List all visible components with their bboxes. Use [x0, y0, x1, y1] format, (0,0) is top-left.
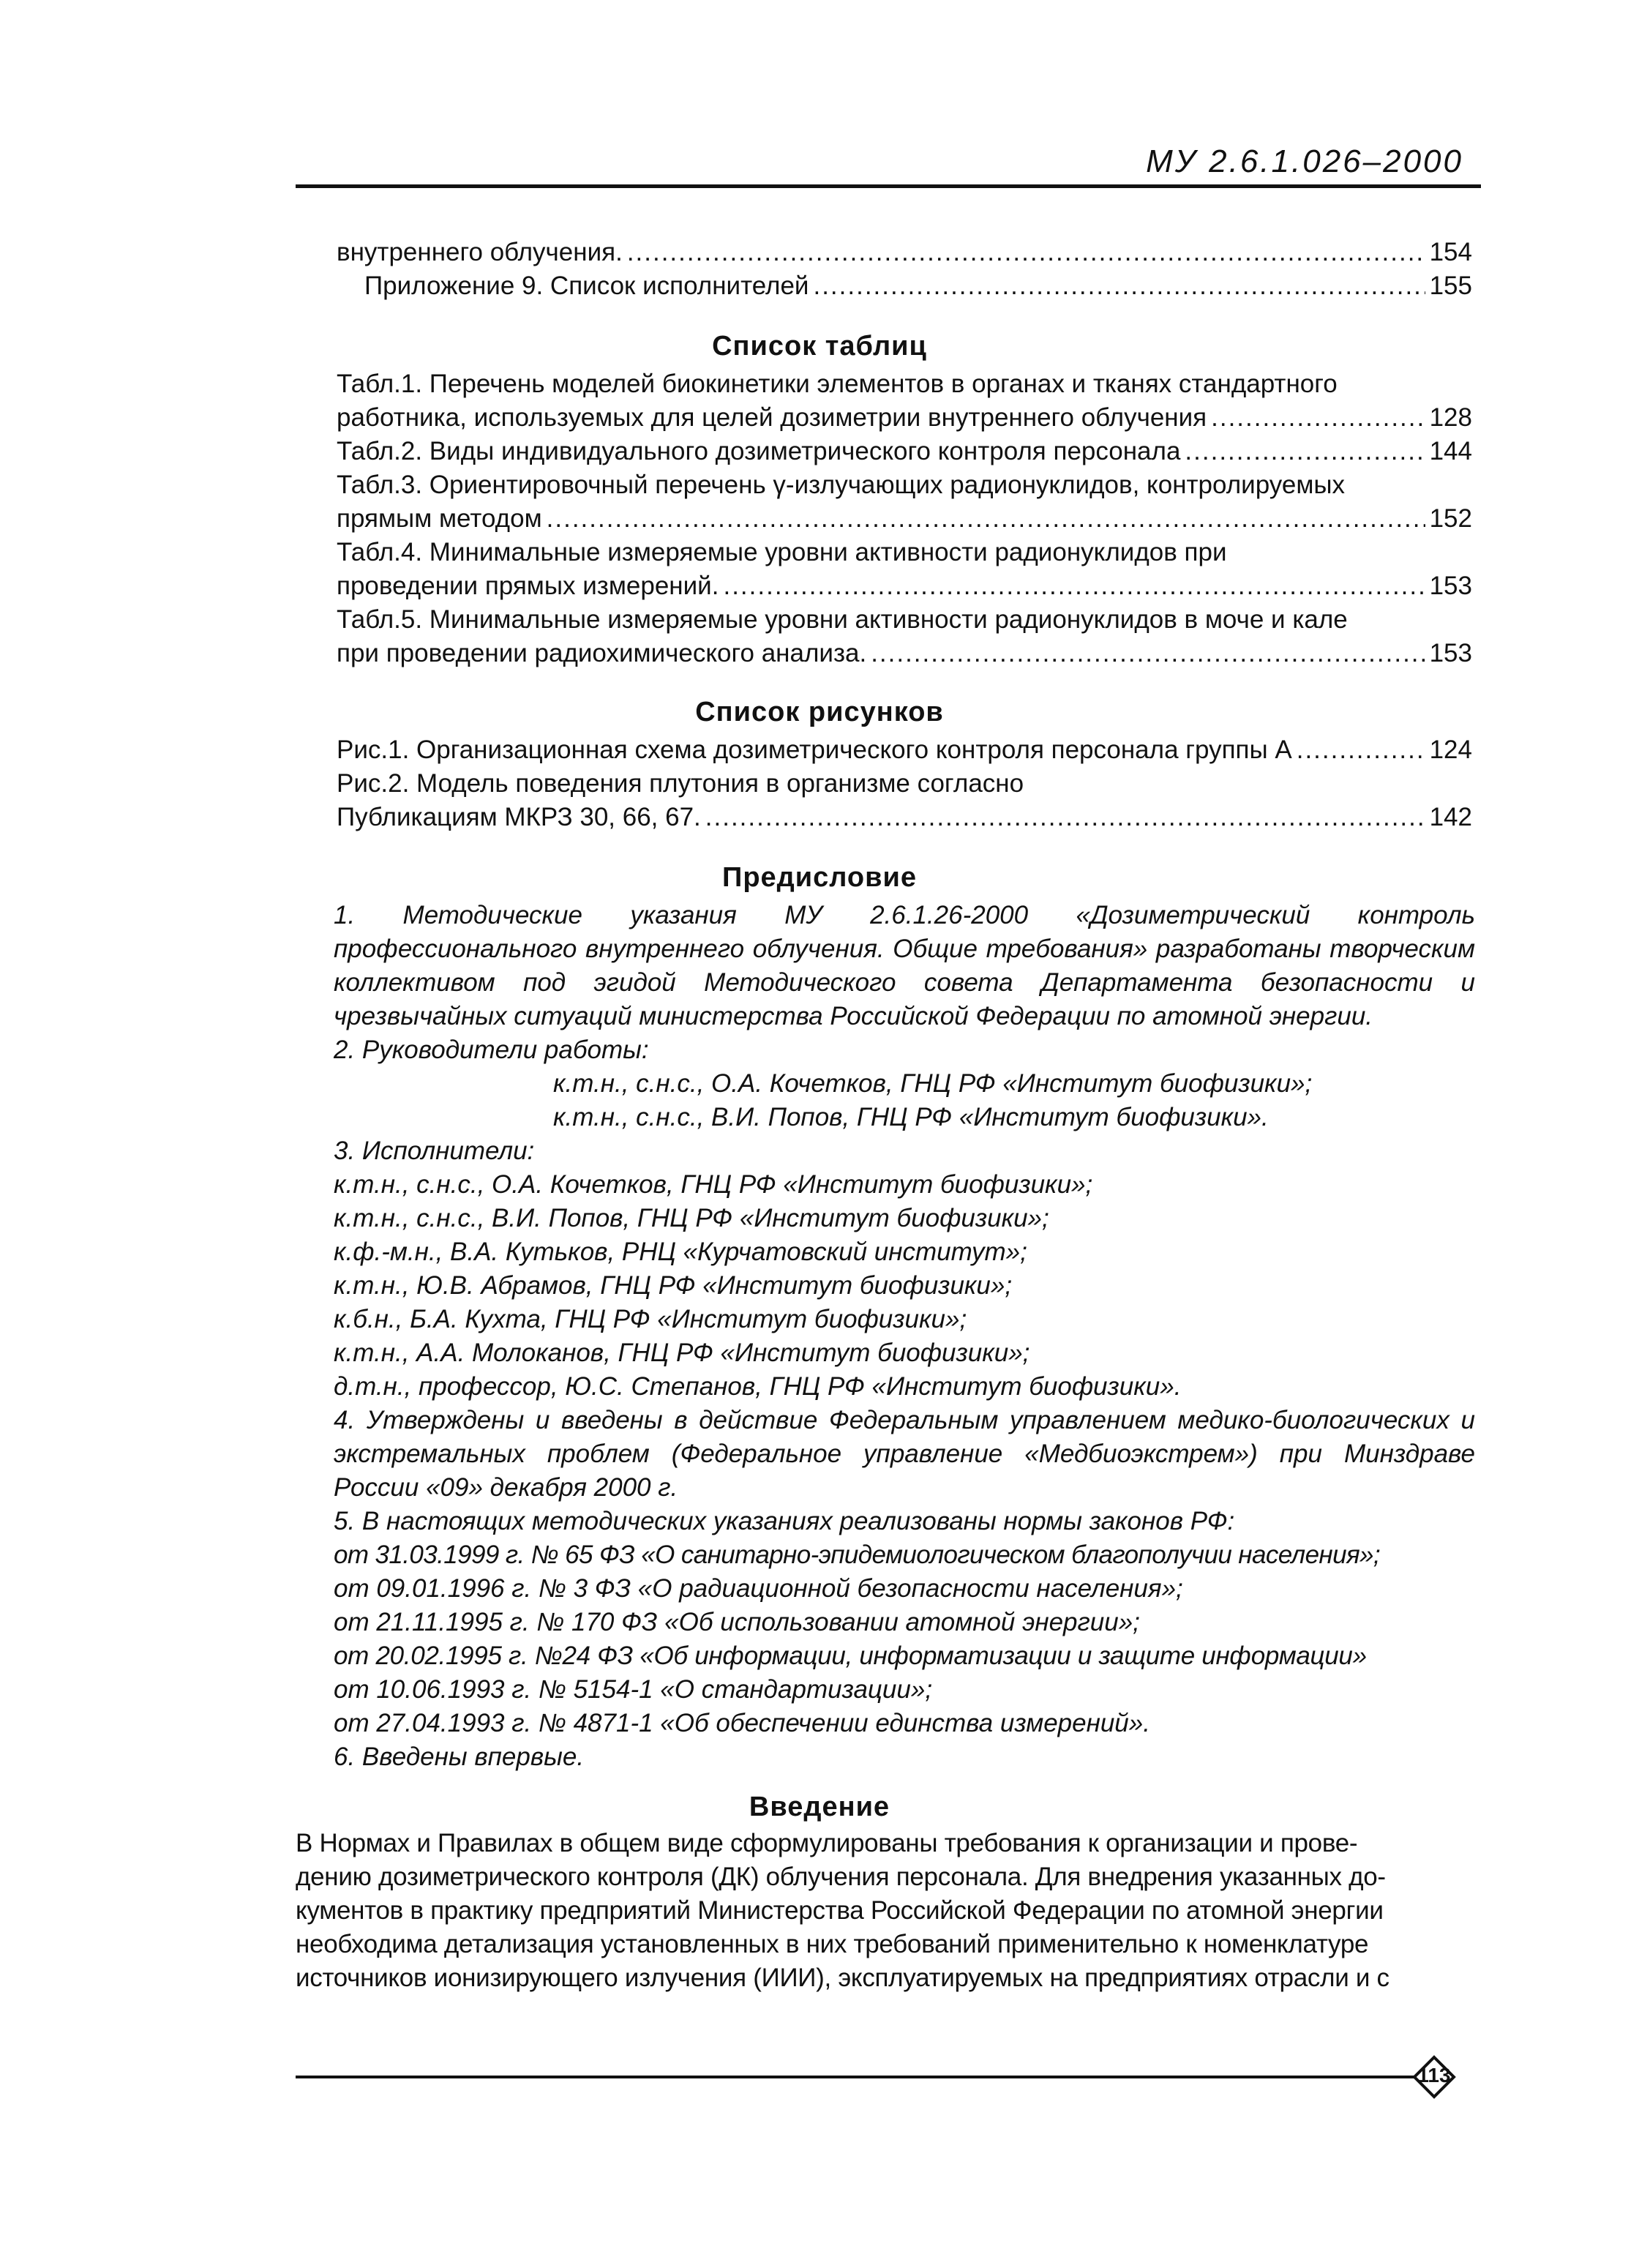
- toc-entry: прямым методом ..... 152: [337, 502, 1472, 536]
- preface-paragraph-1: 1. Методические указания МУ 2.6.1.26-2000 «Дозиметрический контроль профессионального внутреннего облучения. Общие требования» разработаны творческим коллективом под эгидой Методического совета Департамента безопасности и чрезвычайных ситуаций министерства Российской Федерации по атомной энергии.: [334, 901, 1475, 1030]
- preface-paragraph-4: 4. Утверждены и введены в действие Федеральным управлением медико-биологических и экстремальных проблем (Федеральное управление «Медбиоэкстрем») при Минздраве России «09» декабря 2000 г.: [334, 1406, 1475, 1502]
- law-line: от 20.02.1995 г. №24 ФЗ «Об информации, информатизации и защите информации»: [334, 1642, 1367, 1670]
- leader-line: к.т.н., с.н.с., В.И. Попов, ГНЦ РФ «Институт биофизики».: [553, 1103, 1269, 1131]
- introduction-line: В Нормах и Правилах в общем виде сформулированы требования к организации и прове-: [296, 1829, 1358, 1857]
- toc-entry: внутреннего облучения. ..... 154: [337, 236, 1472, 269]
- introduction-line: дению дозиметрического контроля (ДК) облучения персонала. Для внедрения указанных до-: [296, 1863, 1386, 1891]
- tables-list: [337, 367, 1472, 670]
- introduction-title: Введение: [749, 1792, 890, 1822]
- preface-title: Предисловие: [722, 862, 917, 893]
- executor-line: к.т.н., Ю.В. Абрамов, ГНЦ РФ «Институт биофизики»;: [334, 1271, 1013, 1300]
- footer-rule: [296, 2076, 1422, 2078]
- toc-line: Табл.1. Перечень моделей биокинетики элементов в органах и тканях стандартного: [337, 370, 1338, 398]
- toc-entry: Публикациям МКРЗ 30, 66, 67. ..... 142: [337, 801, 1472, 834]
- page-number: 113: [1417, 2064, 1451, 2087]
- page-number-badge: [1412, 2055, 1456, 2099]
- law-line: от 21.11.1995 г. № 170 ФЗ «Об использовании атомной энергии»;: [334, 1608, 1140, 1636]
- tables-list-title: Список таблиц: [712, 331, 927, 362]
- figures-list-title: Список рисунков: [695, 697, 944, 727]
- toc-line: Табл.5. Минимальные измеряемые уровни активности радионуклидов в моче и кале: [337, 605, 1348, 634]
- toc-entry: работника, используемых для целей дозиметрии внутреннего облучения ..... 128: [337, 401, 1472, 435]
- preface-paragraph-2-head: 2. Руководители работы:: [334, 1036, 649, 1064]
- header-rule: [296, 184, 1481, 188]
- law-line: от 31.03.1999 г. № 65 ФЗ «О санитарно-эпидемиологическом благополучии населения»;: [334, 1541, 1381, 1569]
- toc-entry: Табл.2. Виды индивидуального дозиметрического контроля персонала ..... 144: [337, 435, 1472, 468]
- toc-line: Табл.4. Минимальные измеряемые уровни активности радионуклидов при: [337, 538, 1227, 566]
- toc-entry: Рис.1. Организационная схема дозиметрического контроля персонала группы А ..... 124: [337, 733, 1472, 767]
- toc-entry: проведении прямых измерений. ..... 153: [337, 569, 1472, 603]
- introduction-line: источников ионизирующего излучения (ИИИ), эксплуатируемых на предприятиях отрасли и с: [296, 1964, 1389, 1992]
- law-line: от 10.06.1993 г. № 5154-1 «О стандартизации»;: [334, 1675, 933, 1704]
- executor-line: к.т.н., А.А. Молоканов, ГНЦ РФ «Институт биофизики»;: [334, 1339, 1030, 1367]
- executor-line: к.т.н., с.н.с., В.И. Попов, ГНЦ РФ «Институт биофизики»;: [334, 1204, 1049, 1232]
- introduction-line: кументов в практику предприятий Министерства Российской Федерации по атомной энергии: [296, 1896, 1384, 1925]
- introduction-body: [296, 1827, 1481, 1995]
- introduction-line: необходима детализация установленных в них требований применительно к номенклатуре: [296, 1930, 1369, 1958]
- figures-list: [337, 733, 1472, 834]
- executor-line: к.б.н., Б.А. Кухта, ГНЦ РФ «Институт биофизики»;: [334, 1305, 967, 1333]
- toc-continuation: [337, 236, 1472, 303]
- preface-paragraph-6: 6. Введены впервые.: [334, 1743, 585, 1771]
- executor-line: к.т.н., с.н.с., О.А. Кочетков, ГНЦ РФ «Институт биофизики»;: [334, 1170, 1093, 1199]
- toc-entry: при проведении радиохимического анализа. ..... 153: [337, 637, 1472, 670]
- preface-paragraph-5-head: 5. В настоящих методических указаниях реализованы нормы законов РФ:: [334, 1507, 1235, 1535]
- preface-body: [334, 899, 1475, 1774]
- law-line: от 27.04.1993 г. № 4871-1 «Об обеспечении единства измерений».: [334, 1709, 1150, 1737]
- toc-line: Табл.3. Ориентировочный перечень γ-излучающих радионуклидов, контролируемых: [337, 471, 1346, 499]
- toc-entry: Приложение 9. Список исполнителей ..... 155: [337, 269, 1472, 303]
- preface-paragraph-3-head: 3. Исполнители:: [334, 1137, 535, 1165]
- law-line: от 09.01.1996 г. № 3 ФЗ «О радиационной безопасности населения»;: [334, 1574, 1183, 1603]
- executor-line: д.т.н., профессор, Ю.С. Степанов, ГНЦ РФ «Институт биофизики».: [334, 1372, 1182, 1401]
- leader-line: к.т.н., с.н.с., О.А. Кочетков, ГНЦ РФ «Институт биофизики»;: [553, 1069, 1313, 1098]
- executor-line: к.ф.-м.н., В.А. Кутьков, РНЦ «Курчатовский институт»;: [334, 1238, 1027, 1266]
- toc-line: Рис.2. Модель поведения плутония в организме согласно: [337, 769, 1024, 798]
- document-code: МУ 2.6.1.026–2000: [1146, 143, 1463, 179]
